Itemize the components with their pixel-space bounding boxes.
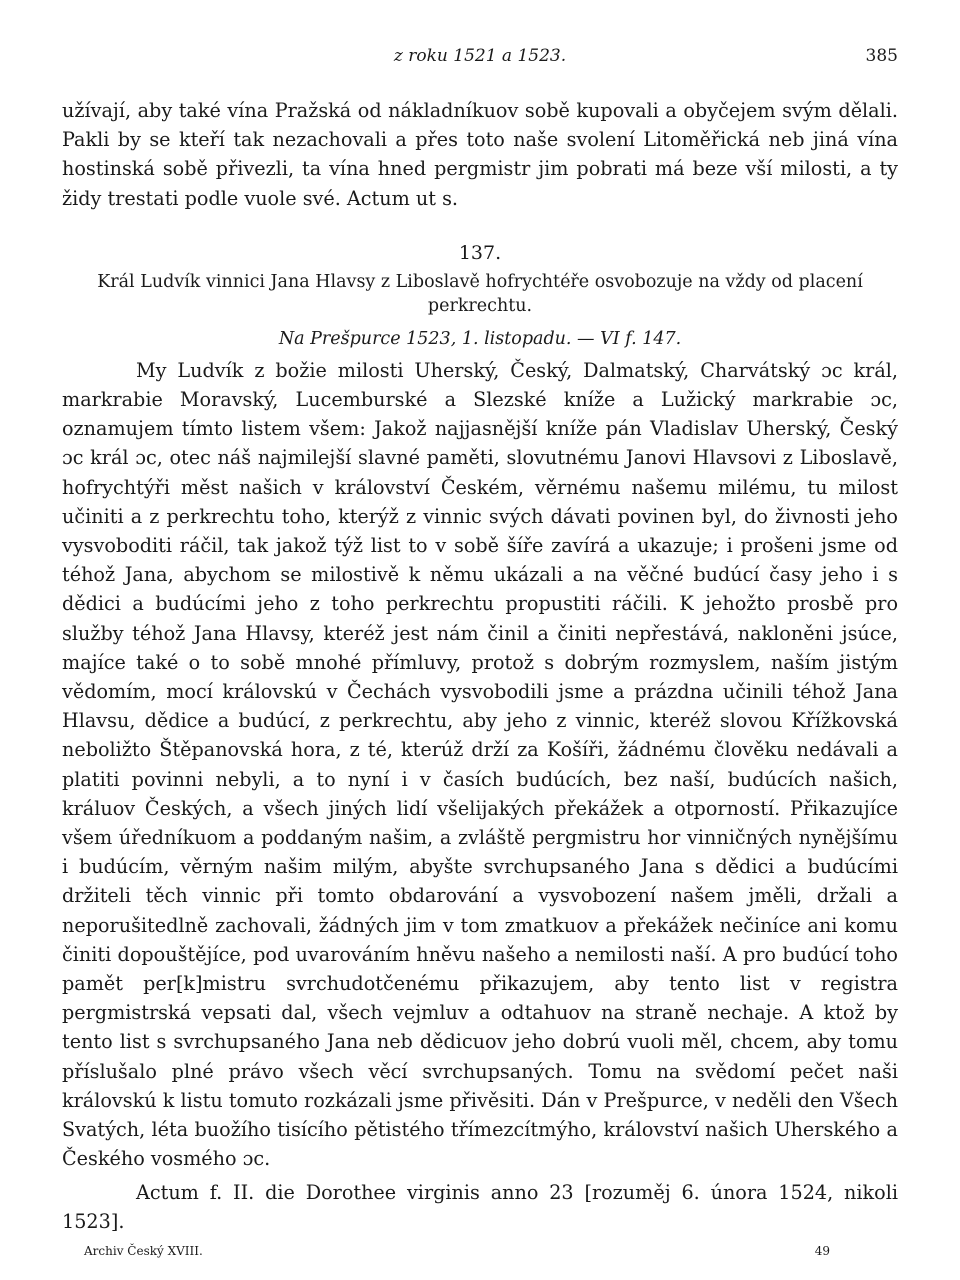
running-title: z roku 1521 a 1523. bbox=[393, 46, 567, 66]
document-body: My Ludvík z božie milosti Uherský, Český, Dalmatský, Charvátský ɔc král, markrabie Moravský, Lucemburské a Slezské kníže a Lužický markrabie ɔc, oznamujem tímto listem všem: Jakož najjasnější kníže pán Vladislav Uherský, Český ɔc král ɔc, otec náš najmilejší slavné paměti, slovutnému Janovi Hlavsovi z Liboslavě, hofrychtýři měst našich v království Českém, věrnému našemu milému, tu milost učiniti a z perkrechtu toho, kterýž z vinnic svých dávati povinen byl, do živnosti jeho vysvoboditi ráčil, tak jakož týž list to v sobě šíře zavírá a ukazuje; i prošeni jsme od téhož Jana, abychom se milostivě k němu ukázali a na věčné budúcí časy jeho i s dědici a budúcími jeho z toho perkrechtu propustiti ráčili. K jehožto prosbě pro služby téhož Jana Hlavsy, kteréž jest nám činil a činiti nepřestává, nakloněni jsúce, majíce také o to sobě mnohé přímluvy, protož s dobrým rozmyslem, naším jistým vědomím, mocí královskú v Čechách vysvobodili jsme a prázdna učinili téhož Jana Hlavsu, dědice a budúcí, z perkrechtu, aby jeho z vinnic, kteréž slovou Křížkovská neboližto Štěpanovská hora, z té, kterúž drží za Košíři, žádnému člověku nedávali a platiti povinni nebyli, a to nyní i v časích budúcích, bez naší, budúcích našich, králuov Českých, a všech jiných lidí všelijakých překážek a otporností. Přikazujíce všem úředníkuom a poddaným našim, a zvláště pergmistru hor vinničných nynějšímu i budúcím, věrným našim milým, abyšte svrchupsaného Jana s dědici a budúcími držiteli těch vinnic při tomto obdarování a vysvobození našem jměli, držali a neporušitedlně zachovali, žádných jim v tom zmatkuov a překážek nečiníce ani komu činiti dopouštějíce, pod uvarováním hněvu našeho a nemilosti naší. A pro budúcí toho pamět per[k]mistru svrchudotčenému přikazujem, aby tento list v registra pergmistrská vepsati dal, všech vejmluv a odtahuov na straně nechaje. A ktož by tento list s svrchupsaného Jana neb dědicuov jeho dobrú vuoli měl, chcem, aby tomu příslušalo plné právo všech věcí svrchupsaných. Tomu na svědomí pečet naši královskú k listu tomuto rozkázali jsme přivěsiti. Dán v Prešpurce, v neděli den Všech Svatých, léta buožího tisícího pětistého třímezcítmýho, království našich Uherského a Českého vosmého ɔc. bbox=[62, 358, 898, 1171]
printer-signature: Archiv Český XVIII. bbox=[84, 1243, 203, 1258]
page-number: 385 bbox=[865, 46, 898, 66]
document-actum: Actum f. II. die Dorothee virginis anno 23 [rozuměj 6. února 1524, nikoli 1523]. bbox=[62, 1180, 898, 1233]
document-number: 137. bbox=[458, 241, 502, 264]
running-head bbox=[62, 46, 898, 76]
document-page bbox=[62, 46, 898, 1266]
document-source: Na Prešpurce 1523, 1. listopadu. — VI f. 147. bbox=[278, 328, 682, 349]
preceding-paragraph: užívají, aby také vína Pražská od nákladníkuov sobě kupovali a obyčejem svým dělali. Pakli by se kteří tak nezachovali a přes toto naše svolení Litoměřická neb jiná vína hostinská sobě přivezli, ta vína hned pergmistr jim pobrati má beze vší milosti, a ty židy trestati podle vuole své. Actum ut s. bbox=[62, 99, 898, 210]
document-regest: Král Ludvík vinnici Jana Hlavsy z Liboslavě hofrychtéře osvobozuje na vždy od placení perkrechtu. bbox=[97, 271, 863, 316]
sheet-signature: 49 bbox=[814, 1243, 830, 1258]
page-footer bbox=[62, 1244, 898, 1266]
